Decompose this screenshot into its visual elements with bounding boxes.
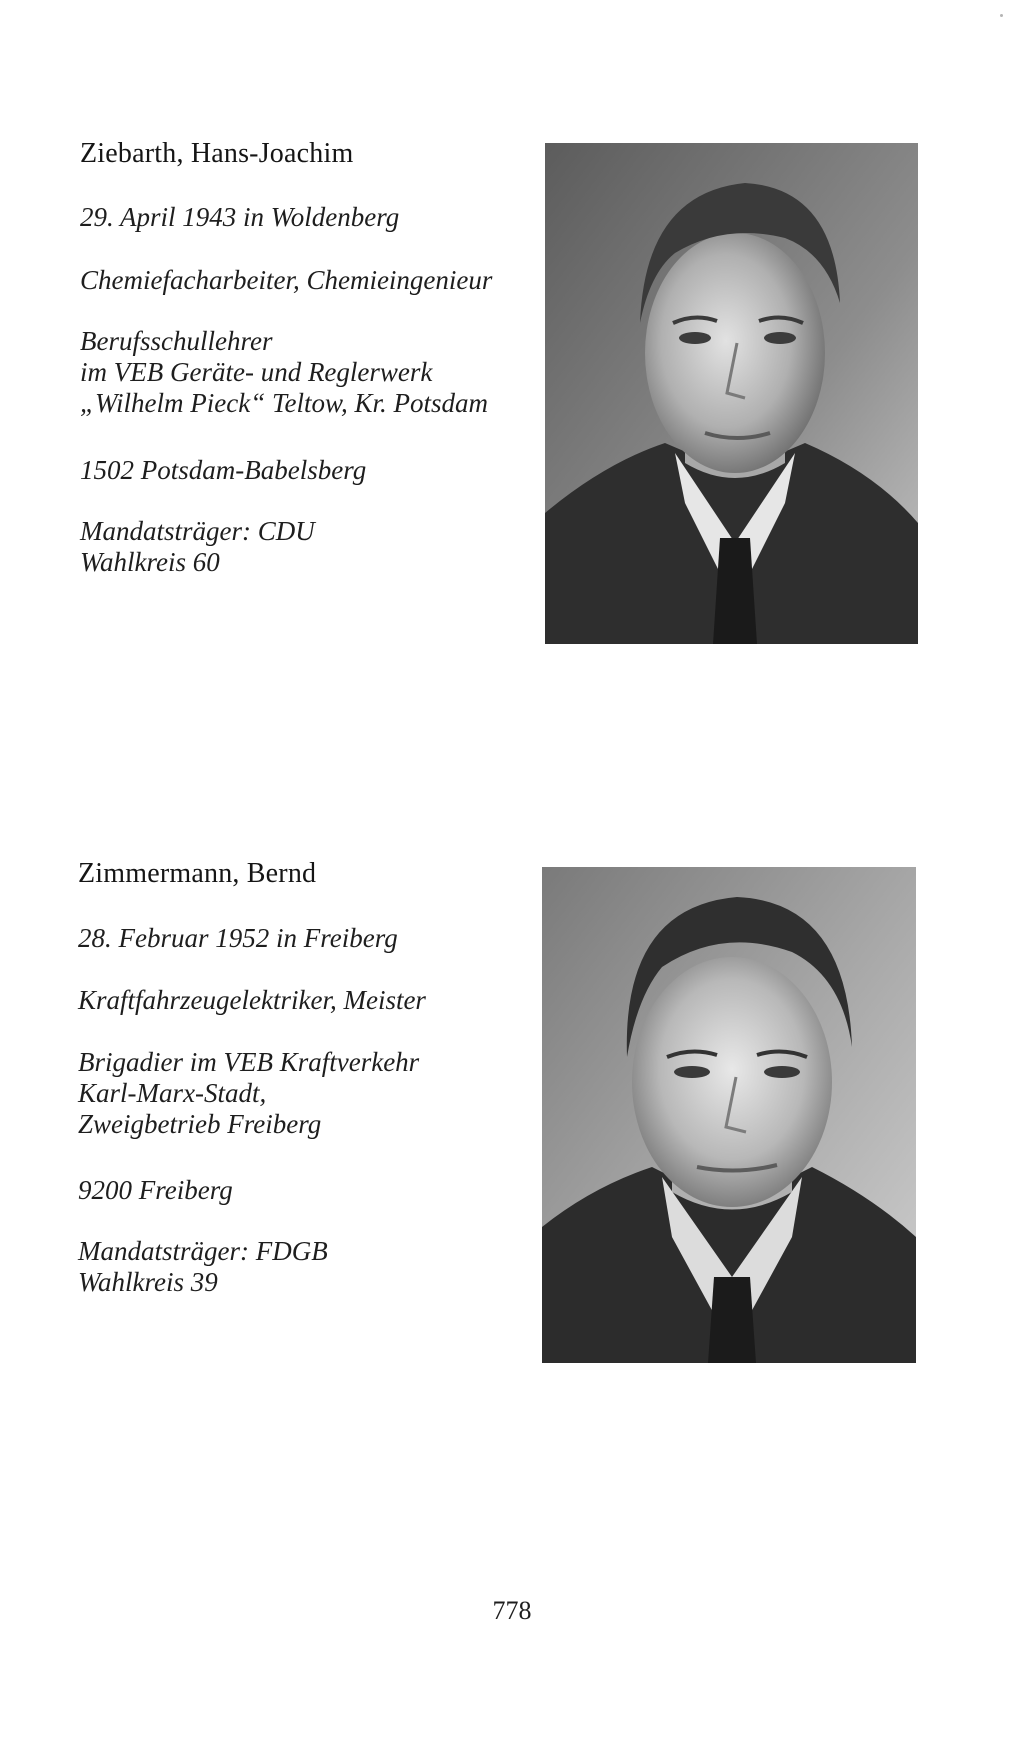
occupation-line: „Wilhelm Pieck“ Teltow, Kr. Potsdam	[80, 388, 489, 418]
entry-name: Ziebarth, Hans-Joachim	[80, 138, 354, 169]
occupation-line: Berufsschullehrer	[80, 326, 273, 356]
occupation-line: Brigadier im VEB Kraftverkehr	[78, 1047, 420, 1077]
portrait-photo	[542, 867, 916, 1363]
portrait-image	[545, 143, 918, 644]
entry-address: 1502 Potsdam-Babelsberg	[80, 455, 367, 485]
mandate-line: Wahlkreis 39	[78, 1267, 218, 1297]
occupation-line: Zweigbetrieb Freiberg	[78, 1109, 322, 1139]
occupation-line: im VEB Geräte- und Reglerwerk	[80, 357, 433, 387]
entry-mandate	[80, 516, 315, 578]
entry-occupation	[78, 1047, 419, 1140]
mandate-line: Mandatsträger: FDGB	[78, 1236, 328, 1266]
entry-name: Zimmermann, Bernd	[78, 858, 317, 889]
page-number: 778	[492, 1596, 532, 1625]
portrait-image	[542, 867, 916, 1363]
occupation-line: Karl-Marx-Stadt,	[78, 1078, 267, 1108]
entry-profession: Chemiefacharbeiter, Chemieingenieur	[80, 265, 493, 295]
mandate-line: Mandatsträger: CDU	[80, 516, 315, 546]
entry-profession: Kraftfahrzeugelektriker, Meister	[78, 985, 426, 1015]
entry-occupation	[80, 326, 488, 419]
entry-address: 9200 Freiberg	[78, 1175, 233, 1205]
scan-speck	[1000, 14, 1003, 17]
entry-birth: 29. April 1943 in Woldenberg	[80, 202, 400, 232]
entry-mandate	[78, 1236, 328, 1298]
entry-birth: 28. Februar 1952 in Freiberg	[78, 923, 398, 953]
portrait-photo	[545, 143, 918, 644]
mandate-line: Wahlkreis 60	[80, 547, 220, 577]
